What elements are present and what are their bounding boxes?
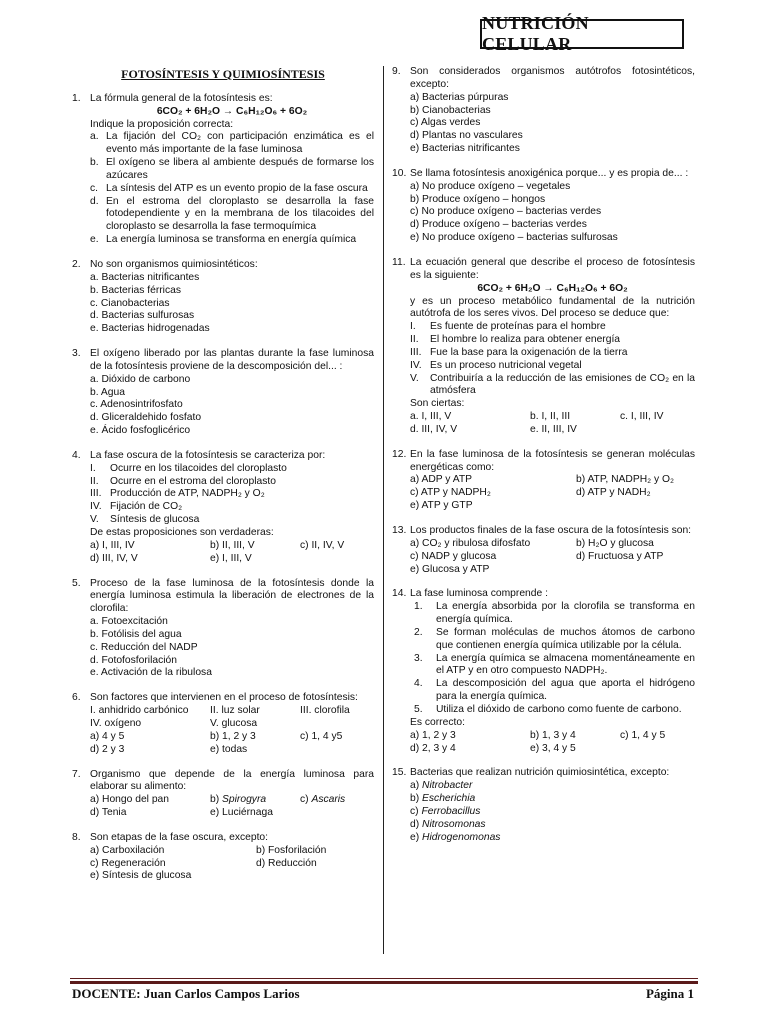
question-stem: En la fase luminosa de la fotosíntesis se generan moléculas energéticas como:: [410, 448, 695, 473]
statement-marker: 5.: [414, 703, 423, 715]
statement-marker: III.: [90, 488, 102, 500]
option: [300, 744, 374, 757]
option: [90, 196, 374, 235]
statement: [90, 514, 374, 527]
option: [210, 794, 300, 807]
option-text: La síntesis del ATP es un evento propio de la fase oscura: [106, 182, 368, 194]
question-2: [72, 259, 374, 336]
options-row: [410, 564, 695, 577]
options-row: [410, 500, 695, 513]
statement-marker: I.: [410, 321, 416, 333]
option: d) III, IV, V: [90, 552, 138, 564]
option: c. I, III, IV: [620, 411, 664, 423]
options-row: [90, 553, 374, 566]
option: d) Tenia: [90, 807, 127, 819]
question-stem: Bacterias que realizan nutrición quimiosintética, excepto:: [410, 767, 670, 779]
equation: 6CO₂ + 6H₂O → C₆H₁₂O₆ + 6O₂: [156, 105, 308, 117]
statement-marker: I.: [90, 462, 96, 474]
left-column: [72, 66, 374, 895]
question-stem: Proceso de la fase luminosa de la fotosíntesis donde la energía luminosa estimula la liberación de electrones de la clorofila:: [90, 577, 374, 615]
question-11: [392, 257, 695, 437]
option: b) Cianobacterias: [410, 104, 491, 116]
option: c) ATP y NADPH₂: [410, 487, 491, 499]
option-text: Ferrobacillus: [421, 805, 481, 817]
question-stem: Son factores que intervienen en el proceso de fotosíntesis:: [90, 692, 358, 704]
options-row: [410, 487, 695, 500]
question-1: [72, 93, 374, 247]
question-number: 2.: [72, 258, 81, 270]
option-marker: e): [410, 831, 423, 843]
footer-teacher: DOCENTE: Juan Carlos Campos Larios: [72, 986, 300, 1001]
factor: II. luz solar: [210, 705, 260, 717]
option: [410, 819, 695, 832]
options-row: [410, 730, 695, 743]
question-number: 11.: [392, 256, 406, 268]
option: b. Agua: [90, 386, 125, 398]
option: e) No produce oxígeno – bacterias sulfurosas: [410, 232, 618, 244]
option: [620, 424, 695, 437]
statement-text: Contribuiría a la reducción de las emisiones de CO₂ en la atmósfera: [430, 372, 695, 397]
option: c) NADP y glucosa: [410, 550, 497, 562]
option: e) I, III, V: [210, 552, 252, 564]
option: d) 2, 3 y 4: [410, 742, 456, 754]
option: a) Bacterias púrpuras: [410, 91, 509, 103]
option: b. I, II, III: [530, 411, 571, 423]
option: d) Fructuosa y ATP: [576, 550, 664, 562]
option-text: Escherichia: [422, 793, 476, 805]
option-text: En el estroma del cloroplasto se desarrolla la fase fotodependiente y en la membrana de los tilacoides del cloroplasto se desarrolla la fase termoquímica: [106, 195, 374, 233]
question-number: 15.: [392, 767, 407, 779]
option-marker: d): [410, 818, 423, 830]
question-stem: No son organismos quimiosintéticos:: [90, 258, 258, 270]
option: a. Fotoexcitación: [90, 616, 168, 628]
factor: I. anhidrido carbónico: [90, 705, 189, 717]
column-divider: [383, 66, 384, 954]
question-4: [72, 450, 374, 566]
option-marker: c): [410, 805, 422, 817]
options-row: [410, 474, 695, 487]
option: [300, 794, 374, 807]
statement-text: Utiliza el dióxido de carbono como fuente de carbono.: [436, 703, 682, 715]
option: d) Reducción: [256, 857, 317, 869]
option: e) ATP y GTP: [410, 500, 473, 512]
right-column: [392, 66, 695, 856]
option: a) Carboxilación: [90, 844, 165, 856]
factor: III. clorofila: [300, 705, 350, 717]
question-number: 10.: [392, 167, 407, 179]
question-stem: Los productos finales de la fase oscura de la fotosíntesis son:: [410, 525, 692, 536]
statement: [90, 476, 374, 489]
statement-marker: 2.: [414, 626, 423, 638]
option: [410, 832, 695, 845]
statement-text: Fue la base para la oxigenación de la tierra: [430, 346, 628, 358]
option-marker: c): [300, 794, 312, 806]
statement-marker: III.: [410, 346, 422, 358]
option: d. Bacterias sulfurosas: [90, 310, 195, 322]
options-row: [410, 551, 695, 564]
options-row: [410, 743, 695, 756]
question-number: 14.: [392, 588, 407, 600]
footer-page-number: Página 1: [645, 986, 694, 1001]
statement-text: Ocurre en el estroma del cloroplasto: [110, 475, 276, 487]
question-number: 9.: [392, 66, 401, 77]
option: b) Fosforilación: [256, 844, 327, 856]
option-text: La energía luminosa se transforma en energía química: [106, 234, 357, 246]
options-row: [90, 870, 374, 883]
option: e) Glucosa y ATP: [410, 563, 490, 575]
option: a. I, III, V: [410, 411, 452, 423]
options-row: [90, 731, 374, 744]
option: c) II, IV, V: [300, 539, 345, 551]
option: a) 1, 2 y 3: [410, 729, 456, 741]
statement: [90, 488, 374, 501]
option: [90, 131, 374, 157]
statement-text: Ocurre en los tilacoides del cloroplasto: [110, 462, 287, 474]
question-stem-continued: y es un proceso metabólico fundamental de la nutrición autótrofa de los seres vivos. Del proceso se deduce que:: [410, 295, 695, 320]
option-text: Nitrobacter: [422, 780, 473, 792]
statement: [410, 360, 695, 373]
question-number: 3.: [72, 348, 81, 360]
question-number: 8.: [72, 831, 81, 843]
option: c) Regeneración: [90, 857, 166, 869]
question-prompt: Son ciertas:: [410, 398, 465, 410]
statement-text: Síntesis de glucosa: [110, 514, 200, 526]
statement: [410, 347, 695, 360]
option: d. Fotofosforilación: [90, 654, 177, 666]
option: d) ATP y NADH₂: [576, 487, 651, 499]
question-number: 5.: [72, 577, 81, 589]
option: c) 1, 4 y 5: [620, 729, 666, 741]
factor: IV. oxígeno: [90, 717, 142, 729]
statement-text: La energía absorbida por la clorofila se transforma en energía química.: [436, 601, 695, 626]
question-number: 12.: [392, 448, 407, 460]
question-prompt: Indique la proposición correcta:: [90, 118, 234, 130]
question-stem: La fase oscura de la fotosíntesis se caracteriza por:: [90, 449, 326, 461]
factor: V. glucosa: [210, 717, 258, 729]
statement-text: Es un proceso nutricional vegetal: [430, 359, 582, 371]
option: b) ATP, NADPH₂ y O₂: [576, 474, 675, 486]
options-row: [90, 807, 374, 820]
footer-rule-thick: [70, 981, 698, 984]
statement-text: El hombre lo realiza para obtener energía: [430, 334, 621, 346]
option: a) ADP y ATP: [410, 474, 472, 486]
question-stem: Se llama fotosíntesis anoxigénica porque... y es propia de... :: [410, 167, 689, 179]
question-stem: La fase luminosa comprende :: [410, 588, 548, 600]
option-text: La fijación del CO₂ con participación enzimática es el evento más importante de la fase luminosa: [106, 131, 374, 156]
question-6: [72, 692, 374, 756]
section-title: FOTOSÍNTESIS Y QUIMIOSÍNTESIS: [121, 67, 325, 81]
factors-row: [90, 718, 374, 731]
statement-marker: II.: [90, 475, 99, 487]
question-9: [392, 66, 695, 156]
factor: [300, 718, 374, 731]
question-number: 6.: [72, 692, 81, 704]
question-number: 1.: [72, 92, 81, 104]
statement-text: Se forman moléculas de muchos átomos de carbono que contienen energía química utilizable por la célula.: [436, 626, 695, 651]
question-number: 13.: [392, 525, 407, 536]
option-marker: b.: [90, 157, 99, 169]
options-row: [410, 411, 695, 424]
statement-text: Producción de ATP, NADPH₂ y O₂: [110, 488, 265, 500]
option: e) Luciérnaga: [210, 807, 273, 819]
equation: 6CO₂ + 6H₂O → C₆H₁₂O₆ + 6O₂: [477, 282, 628, 294]
statement: [410, 653, 695, 679]
statement: [410, 704, 695, 717]
statement: [410, 334, 695, 347]
options-row: [90, 540, 374, 553]
option: [300, 553, 374, 566]
question-stem: Son etapas de la fase oscura, excepto:: [90, 831, 269, 843]
option: a. Dióxido de carbono: [90, 373, 191, 385]
option: e) 3, 4 y 5: [530, 742, 576, 754]
statement-marker: II.: [410, 334, 419, 346]
factors-row: [90, 705, 374, 718]
option: e) Síntesis de glucosa: [90, 870, 192, 882]
option: e. Bacterias hidrogenadas: [90, 323, 210, 335]
statement: [410, 373, 695, 399]
question-stem: La fórmula general de la fotosíntesis es:: [90, 92, 273, 104]
statement: [90, 501, 374, 514]
option: e. Activación de la ribulosa: [90, 667, 212, 679]
option: b. Bacterias férricas: [90, 284, 181, 296]
statement-marker: V.: [90, 514, 99, 526]
option: [90, 183, 374, 196]
question-10: [392, 168, 695, 245]
options-row: [410, 424, 695, 437]
option-marker: d.: [90, 195, 99, 207]
statement-text: La energía química se almacena momentáneamente en el ATP y en otro compuesto NADPH₂.: [436, 652, 695, 677]
statement: [410, 321, 695, 334]
question-stem: El oxígeno liberado por las plantas durante la fase luminosa de la fotosíntesis proviene de la descomposición del... :: [90, 348, 374, 372]
option: b) II, III, V: [210, 539, 255, 551]
option-marker: b): [210, 794, 223, 806]
option: a) Hongo del pan: [90, 794, 170, 806]
option: a) No produce oxígeno – vegetales: [410, 180, 571, 192]
option: a) 4 y 5: [90, 730, 125, 742]
question-number: 7.: [72, 768, 81, 780]
question-stem: Son considerados organismos autótrofos fotosintéticos, excepto:: [410, 66, 695, 90]
statement: [90, 463, 374, 476]
option: [90, 157, 374, 183]
statement-text: Es fuente de proteínas para el hombre: [430, 321, 606, 333]
option: [576, 500, 695, 513]
question-stem: Organismo que depende de la energía luminosa para elaborar su alimento:: [90, 768, 374, 793]
option: d) Plantas no vasculares: [410, 130, 523, 142]
question-12: [392, 449, 695, 513]
option: c. Reducción del NADP: [90, 641, 198, 653]
option: [410, 806, 695, 819]
question-stem: La ecuación general que describe el proceso de fotosíntesis es la siguiente:: [410, 256, 695, 281]
option: d) Produce oxígeno – bacterias verdes: [410, 219, 587, 231]
option: c) Algas verdes: [410, 117, 481, 129]
question-15: [392, 767, 695, 844]
options-row: [90, 858, 374, 871]
question-13: [392, 525, 695, 576]
option: c. Adenosintrifosfato: [90, 399, 183, 411]
question-7: [72, 769, 374, 820]
option: [576, 564, 695, 577]
option-text: Hidrogenomonas: [422, 831, 501, 843]
option: e) Bacterias nitrificantes: [410, 143, 520, 155]
option: [90, 234, 374, 247]
question-3: [72, 348, 374, 438]
footer-rule-thin: [70, 978, 698, 979]
option: a. Bacterias nitrificantes: [90, 271, 200, 283]
option: [256, 870, 374, 883]
option: e. Ácido fosfoglicérico: [90, 425, 191, 437]
statement-marker: IV.: [90, 501, 102, 513]
option: b) 1, 3 y 4: [530, 729, 576, 741]
page-title: NUTRICIÓN CELULAR: [480, 19, 684, 49]
option-marker: a.: [90, 131, 99, 143]
option: e. II, III, IV: [530, 423, 577, 435]
option: [410, 780, 695, 793]
option: b) H₂O y glucosa: [576, 537, 654, 549]
option: b) 1, 2 y 3: [210, 730, 256, 742]
statement-text: Fijación de CO₂: [110, 501, 183, 513]
option-marker: b): [410, 793, 423, 805]
option-marker: c.: [90, 182, 99, 194]
option-marker: e.: [90, 234, 99, 246]
statement-marker: V.: [410, 372, 419, 384]
statement-marker: IV.: [410, 359, 422, 371]
options-row: [90, 845, 374, 858]
option: [620, 743, 695, 756]
option: e) todas: [210, 743, 248, 755]
statement-marker: 1.: [414, 601, 423, 613]
option: c) No produce oxígeno – bacterias verdes: [410, 206, 602, 218]
statement: [410, 627, 695, 653]
statement-marker: 4.: [414, 678, 423, 690]
option: c. Cianobacterias: [90, 297, 170, 309]
option-text: Nitrosomonas: [422, 818, 486, 830]
option: a) I, III, IV: [90, 539, 135, 551]
option-text: El oxígeno se libera al ambiente después de formarse los azúcares: [106, 157, 374, 181]
question-5: [72, 578, 374, 681]
option: d. Gliceraldehido fosfato: [90, 412, 202, 424]
statement-marker: 3.: [414, 652, 423, 664]
option: [410, 793, 695, 806]
options-row: [410, 538, 695, 551]
question-8: [72, 832, 374, 883]
option: b. Fotólisis del agua: [90, 628, 182, 640]
question-prompt: Es correcto:: [410, 716, 465, 728]
option-text: Spirogyra: [222, 794, 267, 806]
options-row: [90, 744, 374, 757]
option: c) 1, 4 y5: [300, 730, 343, 742]
statement: [410, 678, 695, 704]
option: d) 2 y 3: [90, 743, 125, 755]
option: b) Produce oxígeno – hongos: [410, 193, 546, 205]
option-text: Ascaris: [311, 794, 346, 806]
option-marker: a): [410, 780, 423, 792]
question-number: 4.: [72, 449, 81, 461]
option: d. III, IV, V: [410, 423, 458, 435]
statement: [410, 601, 695, 627]
question-14: [392, 588, 695, 755]
statement-text: La descomposición del agua que aporta el hidrógeno para la energía química.: [436, 678, 695, 703]
options-row: [90, 794, 374, 807]
option: a) CO₂ y ribulosa difosfato: [410, 537, 531, 549]
question-prompt: De estas proposiciones son verdaderas:: [90, 527, 274, 538]
